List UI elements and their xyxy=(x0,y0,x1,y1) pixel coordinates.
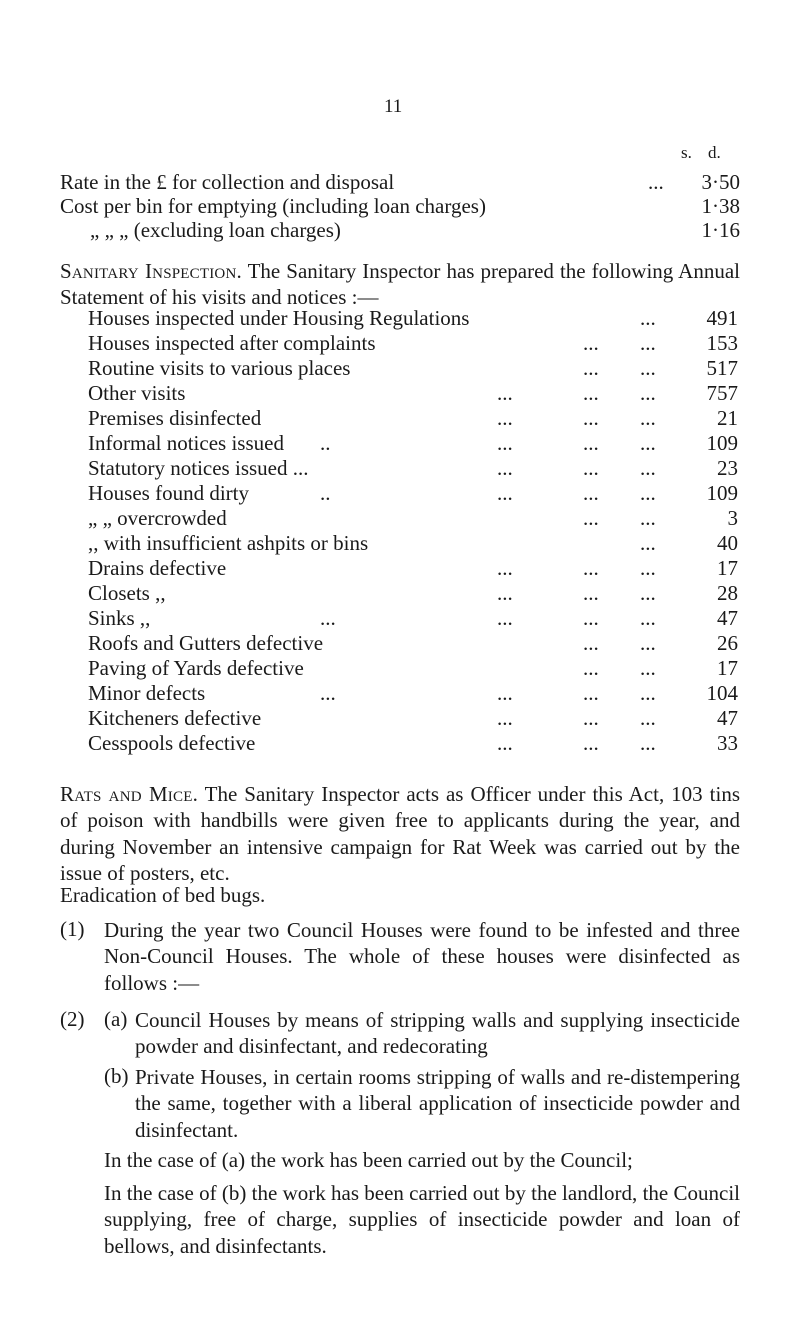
table-row: Cesspools defective ... ... ... 33 xyxy=(88,731,738,755)
list-number-1: (1) xyxy=(60,917,85,941)
row-label: Statutory notices issued ... xyxy=(88,456,309,480)
row-label: Minor defects xyxy=(88,681,206,705)
row-label: Houses inspected after complaints xyxy=(88,331,376,355)
row-value: 17 xyxy=(717,556,738,580)
cost-line-rate-leader: ... xyxy=(648,170,664,194)
table-row: „ „ overcrowded ... ... 3 xyxy=(88,506,738,530)
sanitary-inspection-heading: Sanitary Inspection. xyxy=(60,259,242,283)
table-row: Houses found dirty .. ... ... ... 109 xyxy=(88,481,738,505)
row-label: Routine visits to various places xyxy=(88,356,351,380)
row-label: Sinks ,, xyxy=(88,606,151,630)
row-value: 28 xyxy=(717,581,738,605)
row-label: „ „ overcrowded xyxy=(88,506,227,530)
table-row: Minor defects ... ... ... ... 104 xyxy=(88,681,738,705)
row-value: 33 xyxy=(717,731,738,755)
row-value: 17 xyxy=(717,656,738,680)
row-label: Cesspools defective xyxy=(88,731,256,755)
table-row: ,, with insufficient ashpits or bins ... 40 xyxy=(88,531,738,555)
column-header-pence: d. xyxy=(708,143,721,162)
row-value: 3 xyxy=(727,506,738,530)
sanitary-inspection-text: The Sanitary Inspector has prepared the following Annual Statement of his visits and notices :— xyxy=(60,259,740,310)
row-label: Premises disinfected xyxy=(88,406,262,430)
rats-and-mice-text: The Sanitary Inspector acts as Officer under this Act, 103 tins of poison with handbills were given free to applicants during the year, and during November an intensive campaign for Rat Week was carried out by the issue of posters, etc. xyxy=(60,782,740,885)
cost-line-excluding: „ „ „ (excluding loan charges) xyxy=(90,218,341,242)
row-value: 104 xyxy=(706,681,738,705)
row-value: 40 xyxy=(717,531,738,555)
row-value: 23 xyxy=(717,456,738,480)
table-row: Statutory notices issued ... ... ... ... 23 xyxy=(88,456,738,480)
row-label: Houses inspected under Housing Regulations xyxy=(88,306,470,330)
sub-item-a-label: (a) xyxy=(104,1007,128,1031)
list-number-2: (2) xyxy=(60,1007,85,1031)
eradication-item-1: During the year two Council Houses were found to be infested and three Non-Council Houses. The whole of these houses were disinfected as follows :— xyxy=(104,918,740,995)
row-label: Drains defective xyxy=(88,556,227,580)
table-row: Closets ,, ... ... ... 28 xyxy=(88,581,738,605)
row-label: Kitcheners defective xyxy=(88,706,262,730)
row-label: Houses found dirty xyxy=(88,481,249,505)
cost-line-excluding-value: 1·16 xyxy=(701,218,740,242)
table-row: Other visits ... ... ... 757 xyxy=(88,381,738,405)
eradication-heading: Eradication of bed bugs. xyxy=(60,883,266,907)
table-row: Premises disinfected ... ... ... 21 xyxy=(88,406,738,430)
page-number: 11 xyxy=(384,96,403,117)
row-value: 109 xyxy=(706,431,738,455)
eradication-item-2b: Private Houses, in certain rooms stripping of walls and re-distempering the same, together with a liberal application of insecticide powder and disinfectant. xyxy=(135,1065,740,1142)
table-row: Informal notices issued .. ... ... ... 109 xyxy=(88,431,738,455)
table-row: Kitcheners defective ... ... ... 47 xyxy=(88,706,738,730)
row-label: Other visits xyxy=(88,381,186,405)
sanitary-inspection-paragraph xyxy=(60,258,740,311)
table-row: Routine visits to various places ... ... 517 xyxy=(88,356,738,380)
row-value: 21 xyxy=(717,406,738,430)
row-label: Informal notices issued xyxy=(88,431,284,455)
table-row: Houses inspected under Housing Regulations ... 491 xyxy=(88,306,738,330)
cost-line-including-value: 1·38 xyxy=(701,194,740,218)
note-case-a: In the case of (a) the work has been carried out by the Council; xyxy=(104,1148,633,1172)
column-header-shillings: s. xyxy=(681,143,692,162)
eradication-item-2a: Council Houses by means of stripping walls and supplying insecticide powder and disinfectant, and redecorating xyxy=(135,1008,740,1059)
row-label: Roofs and Gutters defective xyxy=(88,631,324,655)
row-value: 109 xyxy=(706,481,738,505)
row-value: 47 xyxy=(717,606,738,630)
row-value: 517 xyxy=(706,356,738,380)
row-value: 491 xyxy=(706,306,738,330)
row-value: 153 xyxy=(706,331,738,355)
table-row: Sinks ,, ... ... ... ... 47 xyxy=(88,606,738,630)
note-case-b: In the case of (b) the work has been carried out by the landlord, the Council supplying, free of charge, supplies of insecticide powder and loan of bellows, and disinfectants. xyxy=(104,1181,740,1258)
row-value: 47 xyxy=(717,706,738,730)
table-row: Drains defective ... ... ... 17 xyxy=(88,556,738,580)
row-label: Closets ,, xyxy=(88,581,166,605)
row-value: 757 xyxy=(706,381,738,405)
sub-item-b-label: (b) xyxy=(104,1064,129,1088)
rats-and-mice-heading: Rats and Mice. xyxy=(60,782,199,806)
rats-and-mice-paragraph xyxy=(60,781,740,886)
cost-line-rate: Rate in the £ for collection and disposal xyxy=(60,170,395,194)
table-row: Paving of Yards defective ... ... 17 xyxy=(88,656,738,680)
cost-line-including: Cost per bin for emptying (including loan charges) xyxy=(60,194,486,218)
table-row: Houses inspected after complaints ... ... 153 xyxy=(88,331,738,355)
row-value: 26 xyxy=(717,631,738,655)
row-label: ,, with insufficient ashpits or bins xyxy=(88,531,369,555)
cost-line-rate-value: 3·50 xyxy=(701,170,740,194)
row-label: Paving of Yards defective xyxy=(88,656,304,680)
table-row: Roofs and Gutters defective ... ... 26 xyxy=(88,631,738,655)
